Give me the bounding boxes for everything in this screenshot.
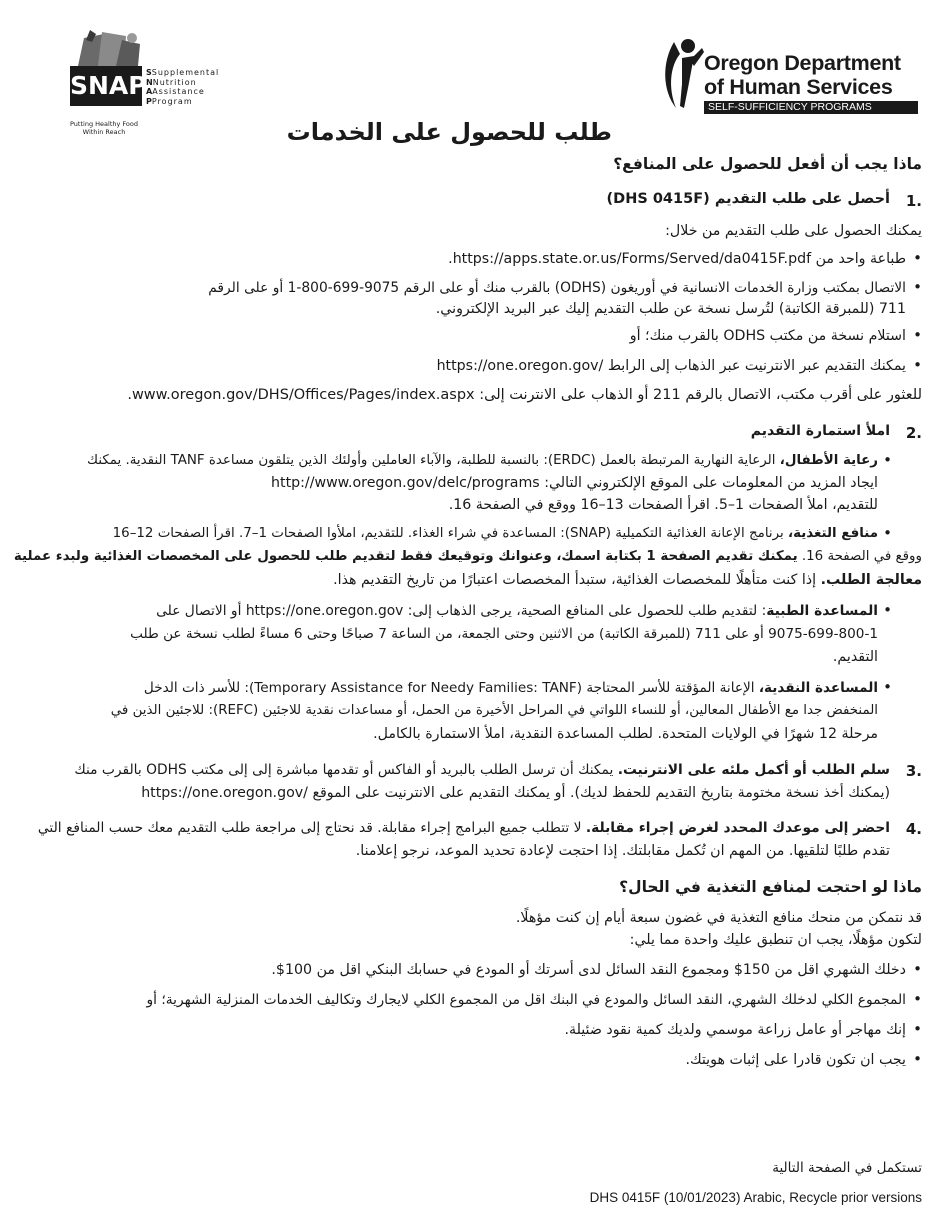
bullet-icon: • bbox=[913, 990, 922, 1008]
section2-intro1: قد نتمكن من منحك منافع التغذية في غضون سبعة أيام إن كنت مؤهلًا. bbox=[515, 910, 922, 926]
step4-line1: احضر إلى موعدك المحدد لغرض إجراء مقابلة. لا تتطلب جميع البرامج إجراء مقابلة. قد نحتاج إلى مراجعة طلب التقديم معك حسب المنافع التي bbox=[37, 820, 890, 836]
bullet-icon: • bbox=[913, 249, 922, 267]
erdc-line1: رعاية الأطفال، الرعاية النهارية المرتبطة بالعمل (ERDC): بالنسبة للطلبة، والآباء العاملين وأولئك الذين يتلقون مساعدة TANF النقدية. يمكنك bbox=[87, 453, 878, 468]
erdc-line3: للتقديم، املأ الصفحات 1–5. اقرأ الصفحات 13–16 ووقع في الصفحة 16. bbox=[448, 497, 878, 513]
step1-number: 1. bbox=[905, 192, 922, 210]
cash-line1: المساعدة النقدية، الإعانة المؤقتة للأسر المحتاجة (Temporary Assistance for Needy Families: TANF): للأسر ذات الدخل bbox=[143, 680, 878, 696]
bullet-icon: • bbox=[913, 960, 922, 978]
step4-line2: تقدم طلبًا لتلقيها. من المهم ان تُكمل مقابلتك. إذا احتجت لإعادة تحديد الموعد، نرجو إعلامنا. bbox=[355, 843, 890, 859]
snap-line1: منافع التغذية، برنامج الإعانة الغذائية التكميلية (SNAP): المساعدة في شراء الغذاء. للتقديم، املأوا الصفحات 1–7. اقرأ الصفحات 12–16 bbox=[112, 526, 878, 541]
snap-wordmark: SNAP bbox=[70, 66, 142, 106]
odhs-logo bbox=[660, 38, 925, 118]
cash-line2: المنخفض جدا مع الأطفال المعالين، أو للنساء اللواتي في المراحل الأخيرة من الحمل، أو مساعدات نقدية للاجئين (REFC): للاجئين الذين في bbox=[110, 703, 878, 718]
odhs-subtitle-bar: SELF-SUFFICIENCY PROGRAMS bbox=[704, 101, 918, 114]
form-id-footer: DHS 0415F (10/01/2023) Arabic, Recycle prior versions bbox=[589, 1190, 922, 1205]
section2-bullet-identity: يجب ان تكون قادرا على إثبات هويتك. bbox=[685, 1052, 906, 1068]
odhs-name-line2: of Human Services bbox=[704, 75, 893, 99]
odhs-name-line1: Oregon Department bbox=[704, 51, 901, 75]
step3-number: 3. bbox=[905, 762, 922, 780]
step1-office-finder: للعثور على أقرب مكتب، الاتصال بالرقم 211 أو الذهاب على الانترنت إلى: www.oregon.gov/DHS/Offices/Pages/index.aspx. bbox=[127, 387, 922, 403]
grocery-bag-icon bbox=[74, 30, 144, 68]
section2-bullet-income: دخلك الشهري اقل من 150$ ومجموع النقد السائل لدى أسرتك أو المودع في حسابك البنكي اقل من 100$. bbox=[271, 962, 906, 978]
bullet-icon: • bbox=[913, 326, 922, 344]
medical-line3: التقديم. bbox=[832, 649, 878, 665]
bullet-icon: • bbox=[883, 451, 892, 469]
step3-line2: (يمكنك أخذ نسخة مختومة بتاريخ التقديم للحفظ لديك). أو يمكنك التقديم على الانترنيت على الموقع /https://one.oregon.gov bbox=[141, 785, 890, 801]
step1-bullet-pickup: استلام نسخة من مكتب ODHS بالقرب منك؛ أو bbox=[629, 328, 906, 344]
bullet-icon: • bbox=[883, 601, 892, 619]
step1-bullet-online: يمكنك التقديم عبر الانترنيت عبر الذهاب إلى الرابط /https://one.oregon.gov bbox=[436, 358, 906, 374]
step1-intro: يمكنك الحصول على طلب التقديم من خلال: bbox=[665, 223, 922, 239]
step1-bullet-call-cont: 711 (للمبرقة الكاتبة) لتُرسل نسخة عن طلب التقديم إليك عبر البريد الإلكتروني. bbox=[435, 301, 906, 317]
snap-line2: ووقع في الصفحة 16. يمكنك تقديم الصفحة 1 بكتابة اسمك، وعنوانك وتوقيعك فقط لتقديم طلب للحصول على المخصصات الغذائية ولبدء عملية bbox=[13, 549, 922, 564]
bullet-icon: • bbox=[913, 1050, 922, 1068]
snap-program-name: SSupplemental NNutrition AAssistance PProgram bbox=[146, 68, 220, 106]
section2-bullet-expenses: المجموع الكلي لدخلك الشهري، النقد السائل والمودع في البنك اقل من المجموع الكلي لايجارك وتكاليف الخدمات المنزلية الشهرية؛ أو bbox=[146, 992, 906, 1008]
bullet-icon: • bbox=[913, 356, 922, 374]
erdc-line2: ايجاد المزيد من المعلومات على الموقع الإلكتروني التالي: http://www.oregon.gov/delc/programs bbox=[271, 475, 878, 491]
snap-logo bbox=[68, 28, 228, 143]
section2-intro2: لتكون مؤهلًا، يجب ان تنطبق عليك واحدة مما يلي: bbox=[629, 932, 922, 948]
step1-bullet-call: الاتصال بمكتب وزارة الخدمات الانسانية في أوريغون (ODHS) بالقرب منك أو على الرقم 9075-699-800-1 أو على الرقم bbox=[208, 280, 906, 296]
section2-bullet-migrant: إنك مهاجر أو عامل زراعة موسمي ولديك كمية نقود ضئيلة. bbox=[564, 1022, 906, 1038]
step4-number: 4. bbox=[905, 820, 922, 838]
snap-tagline: Putting Healthy Food Within Reach bbox=[70, 120, 138, 136]
person-figure-icon bbox=[660, 38, 704, 110]
section1-heading: ماذا يجب أن أفعل للحصول على المنافع؟ bbox=[613, 155, 922, 173]
step2-title: املأ استمارة التقديم bbox=[750, 423, 890, 439]
step1-title: أحصل على طلب التقديم (DHS 0415F) bbox=[606, 191, 890, 207]
section2-heading: ماذا لو احتجت لمنافع التغذية في الحال؟ bbox=[619, 878, 922, 896]
bullet-icon: • bbox=[913, 278, 922, 296]
medical-line2: 9075-699-800-1 أو على 711 (للمبرقة الكاتبة) من الاثنين وحتى الجمعة، من الساعة 7 صباحًا وحتى 6 مساءً لطلب نسخة عن طلب bbox=[130, 626, 878, 642]
snap-line3: معالجة الطلب. إذا كنت متأهلًا للمخصصات الغذائية، ستبدأ المخصصات اعتبارًا من تاريخ التقديم هذا. bbox=[333, 572, 922, 588]
page-title: طلب للحصول على الخدمات bbox=[286, 118, 612, 146]
step3-line1: سلم الطلب أو أكمل ملئه على الانترنيت. يمكنك أن ترسل الطلب بالبريد أو الفاكس أو تقدمها مباشرة إلى إلى مكتب ODHS بالقرب منك bbox=[74, 762, 890, 778]
bullet-icon: • bbox=[913, 1020, 922, 1038]
step1-bullet-print: طباعة واحد من https://apps.state.or.us/Forms/Served/da0415F.pdf. bbox=[448, 251, 906, 267]
bullet-icon: • bbox=[883, 524, 892, 542]
continued-note: تستكمل في الصفحة التالية bbox=[772, 1160, 922, 1176]
step2-number: 2. bbox=[905, 424, 922, 442]
medical-line1: المساعدة الطبية: لتقديم طلب للحصول على المنافع الصحية، يرجى الذهاب إلى: https://one.oregon.gov أو الاتصال على bbox=[156, 603, 878, 619]
bullet-icon: • bbox=[883, 678, 892, 696]
cash-line3: مرحلة 12 شهرًا في الولايات المتحدة. لطلب المساعدة النقدية، املأ الاستمارة بالكامل. bbox=[373, 726, 878, 742]
